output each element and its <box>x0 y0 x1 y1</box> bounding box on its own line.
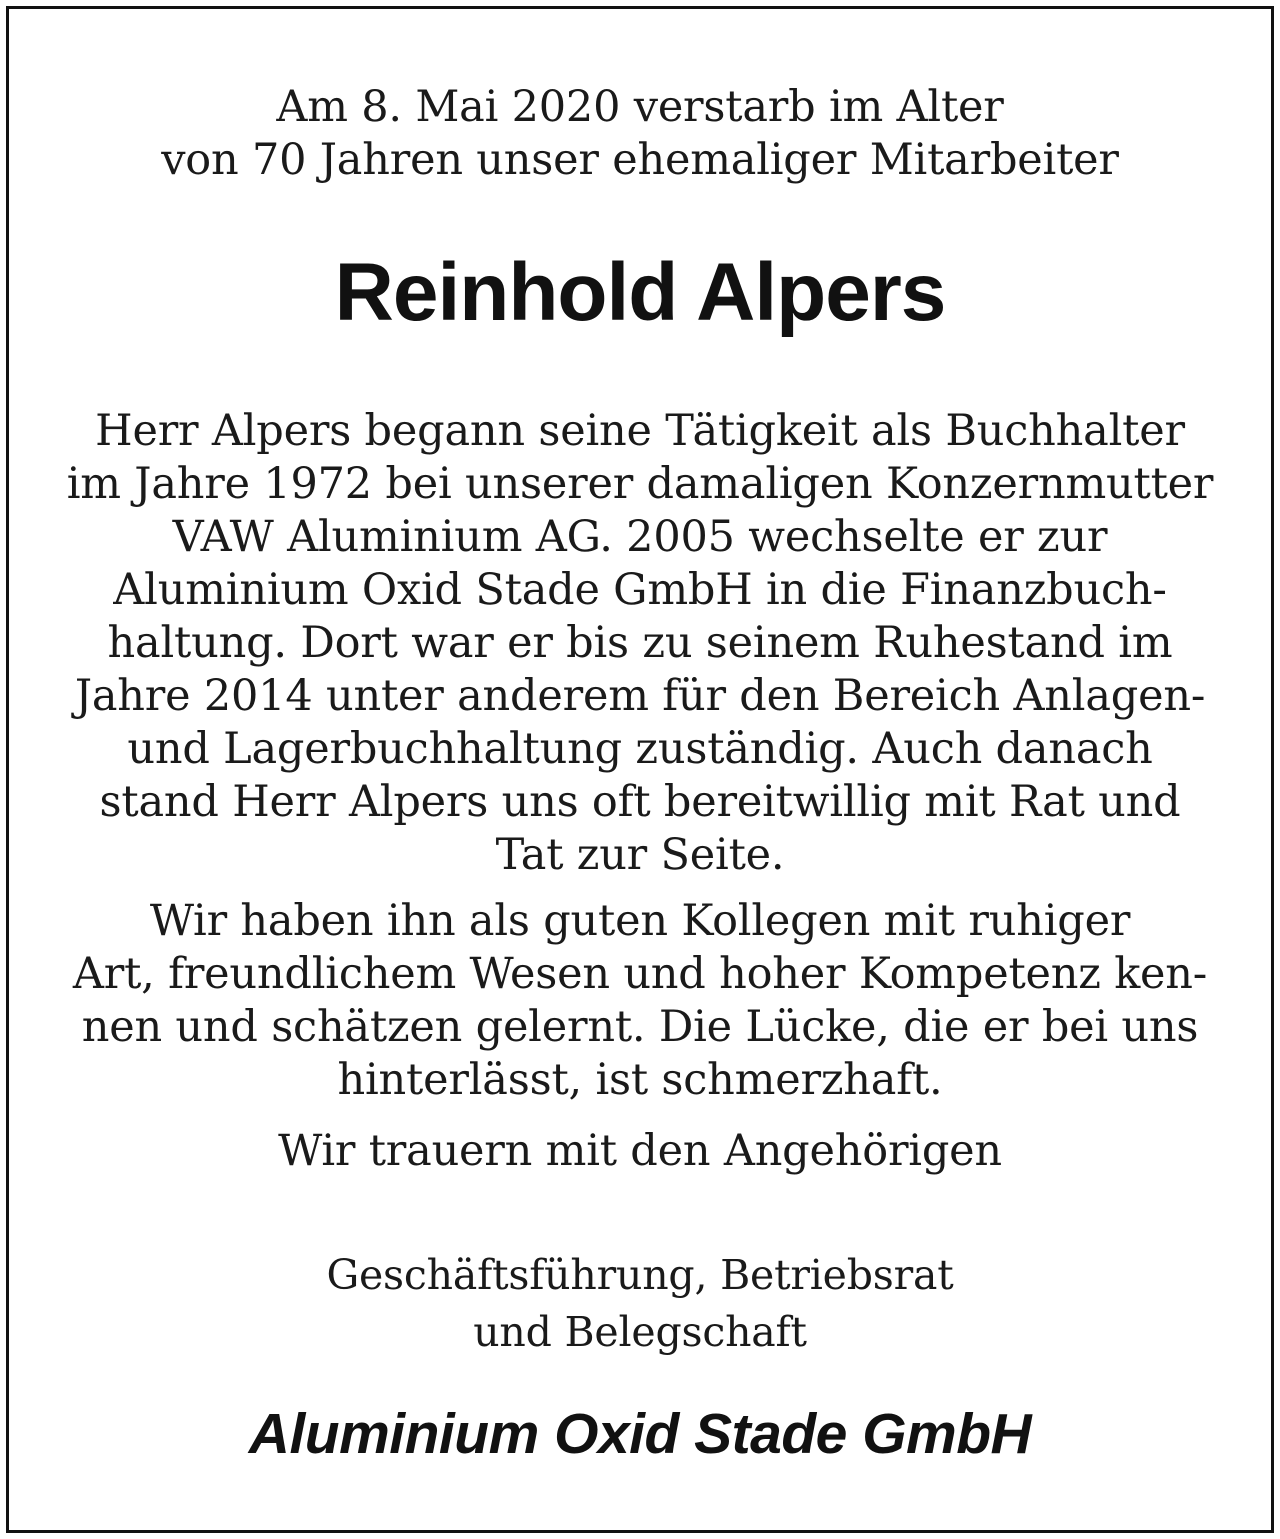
tribute-line: hinterlässt, ist schmerzhaft. <box>337 1055 943 1105</box>
biography-line: stand Herr Alpers uns oft bereitwillig mit Rat und <box>99 777 1181 827</box>
intro-text <box>9 81 1271 187</box>
biography-line: haltung. Dort war er bis zu seinem Ruhestand im <box>107 618 1173 668</box>
tribute-line: Wir haben ihn als guten Kollegen mit ruhiger <box>149 896 1131 946</box>
mourning-line: Wir trauern mit den Angehörigen <box>278 1126 1002 1176</box>
biography-line: im Jahre 1972 bei unserer damaligen Konzernmutter <box>66 459 1214 509</box>
biography-line: Jahre 2014 unter anderem für den Bereich Anlagen- <box>74 671 1206 721</box>
intro-line: Am 8. Mai 2020 verstarb im Alter <box>276 82 1004 132</box>
signers <box>9 1247 1271 1361</box>
obituary-notice <box>6 6 1274 1533</box>
signer-line: und Belegschaft <box>473 1308 807 1356</box>
biography-line: VAW Aluminium AG. 2005 wechselte er zur <box>172 512 1108 562</box>
deceased-name: Reinhold Alpers <box>334 247 946 338</box>
tribute-line: Art, freundlichem Wesen und hoher Kompetenz ken- <box>72 949 1208 999</box>
tribute-line: nen und schätzen gelernt. Die Lücke, die er bei uns <box>81 1002 1199 1052</box>
signer-line: Geschäftsführung, Betriebsrat <box>326 1251 954 1299</box>
biography-paragraph <box>9 405 1271 882</box>
company-name: Aluminium Oxid Stade GmbH <box>248 1402 1032 1466</box>
tribute-paragraph <box>9 895 1271 1107</box>
intro-line: von 70 Jahren unser ehemaliger Mitarbeiter <box>161 135 1119 185</box>
biography-line: Tat zur Seite. <box>495 830 785 880</box>
biography-line: Aluminium Oxid Stade GmbH in die Finanzbuch- <box>113 565 1167 615</box>
biography-line: Herr Alpers begann seine Tätigkeit als Buchhalter <box>95 406 1185 456</box>
biography-line: und Lagerbuchhaltung zuständig. Auch danach <box>127 724 1153 774</box>
